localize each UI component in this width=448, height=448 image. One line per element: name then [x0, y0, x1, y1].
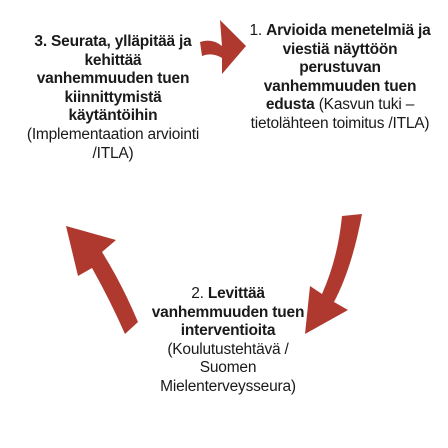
- step-1-detail: (Kasvun tuki – tietolähteen toimitus /ITLA): [250, 96, 430, 132]
- step-3-title: Seurata, ylläpitää ja kehittää vanhemmuuden tuen kiinnittymistä käytäntöihin: [36, 33, 192, 125]
- step-2-detail: (Koulutustehtävä / Suomen Mielenterveysseura): [160, 340, 296, 395]
- arrow-to-step-3: [66, 226, 138, 334]
- step-2-title: Levittää vanhemmuuden tuen interventioita: [151, 285, 305, 340]
- arrow-to-step-2: [305, 214, 362, 334]
- step-1-title: Arvioida menetelmiä ja viestiä näyttöön perustuvan vanhemmuuden tuen edusta: [263, 22, 431, 114]
- step-3-prefix: 3.: [34, 33, 52, 50]
- step-2-text: [146, 285, 310, 397]
- step-3-detail: (Implementaation arviointi /ITLA): [26, 125, 200, 162]
- step-1-text: [240, 22, 440, 134]
- step-1-prefix: 1.: [249, 22, 267, 39]
- step-2-prefix: 2.: [191, 285, 208, 302]
- step-3-text: [26, 33, 200, 163]
